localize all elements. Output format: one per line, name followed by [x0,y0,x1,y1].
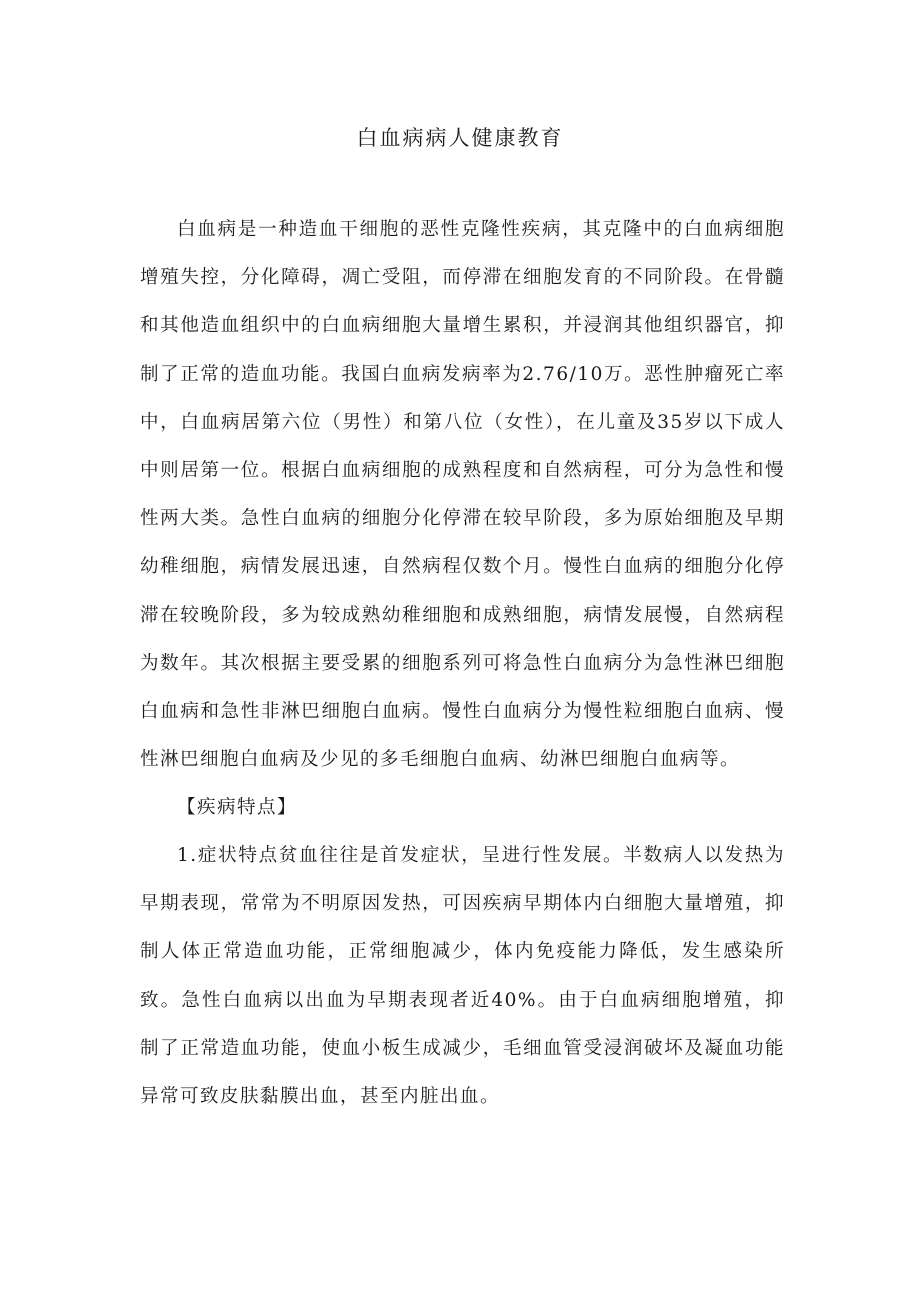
intro-paragraph: 白血病是一种造血干细胞的恶性克隆性疾病，其克隆中的白血病细胞增殖失控，分化障碍，凋亡受阻，而停滞在细胞发育的不同阶段。在骨髓和其他造血组织中的白血病细胞大量增生累积，并浸润其他组织器官，抑制了正常的造血功能。我国白血病发病率为2.76/10万。恶性肿瘤死亡率中，白血病居第六位（男性）和第八位（女性），在儿童及35岁以下成人中则居第一位。根据白血病细胞的成熟程度和自然病程，可分为急性和慢性两大类。急性白血病的细胞分化停滞在较早阶段，多为原始细胞及早期幼稚细胞，病情发展迅速，自然病程仅数个月。慢性白血病的细胞分化停滞在较晚阶段，多为较成熟幼稚细胞和成熟细胞，病情发展慢，自然病程为数年。其次根据主要受累的细胞系列可将急性白血病分为急性淋巴细胞白血病和急性非淋巴细胞白血病。慢性白血病分为慢性粒细胞白血病、慢性淋巴细胞白血病及少见的多毛细胞白血病、幼淋巴细胞白血病等。 [140,219,785,771]
page-title: 白血病病人健康教育 [356,126,564,150]
symptoms-paragraph: 1.症状特点贫血往往是首发症状，呈进行性发展。半数病人以发热为早期表现，常常为不明原因发热，可因疾病早期体内白细胞大量增殖，抑制人体正常造血功能，正常细胞减少，体内免疫能力降低，发生感染所致。急性白血病以出血为早期表现者近40%。由于白血病细胞增殖，抑制了正常造血功能，使血小板生成减少，毛细血管受浸润破坏及凝血功能异常可致皮肤黏膜出血，甚至内脏出血。 [140,845,785,1108]
section-heading: 【疾病特点】 [177,797,298,818]
